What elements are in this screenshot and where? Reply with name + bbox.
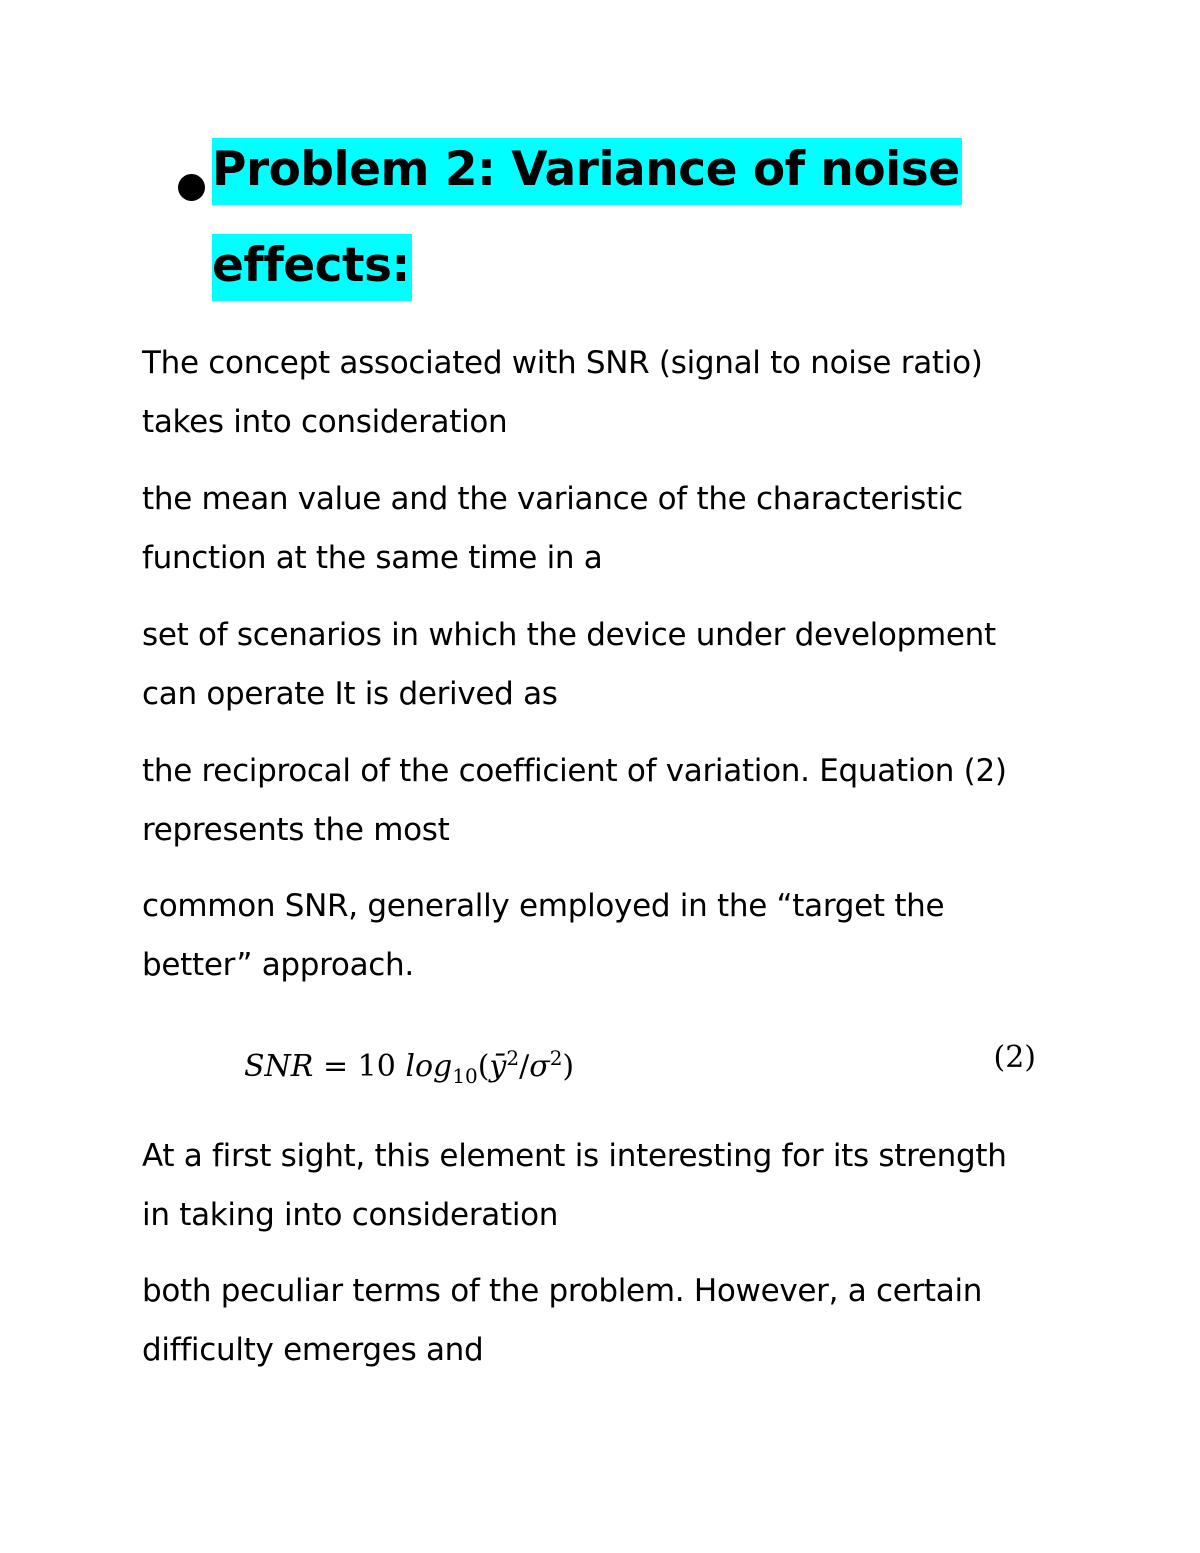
eq-slash: / (519, 1049, 530, 1084)
equation-number: (2) (993, 1040, 1036, 1075)
heading-text (212, 138, 962, 293)
equation-expression (244, 1030, 574, 1104)
eq-denominator-exp: 2 (549, 1046, 563, 1070)
eq-function: log (405, 1049, 453, 1084)
paragraph-line: can operate It is derived as (142, 676, 558, 712)
snr-equation (244, 1030, 1044, 1086)
eq-subscript: 10 (452, 1064, 478, 1088)
paragraph-line: in taking into consideration (142, 1197, 559, 1233)
paragraph-line: At a first sight, this element is interesting for its strength (142, 1138, 1007, 1174)
paragraph-line: function at the same time in a (142, 540, 603, 576)
eq-denominator-var: σ (529, 1049, 550, 1084)
paragraph-line: difficulty emerges and (142, 1332, 484, 1368)
paragraph-1 (142, 334, 1082, 452)
bullet-icon (178, 174, 205, 201)
paragraph-6 (142, 1127, 1082, 1245)
eq-numerator-var: ȳ (489, 1049, 507, 1084)
paragraph-2 (142, 470, 1082, 588)
paragraph-line: The concept associated with SNR (signal to noise ratio) (142, 345, 983, 381)
paragraph-line: both peculiar terms of the problem. However, a certain (142, 1273, 983, 1309)
paragraph-line: common SNR, generally employed in the “target the (142, 888, 945, 924)
paragraph-line: the mean value and the variance of the characteristic (142, 481, 963, 517)
paragraph-3 (142, 606, 1082, 724)
heading-line-1: Problem 2: Variance of noise (212, 138, 962, 205)
paragraph-line: set of scenarios in which the device under development (142, 617, 996, 653)
paragraph-line: the reciprocal of the coefficient of variation. Equation (2) (142, 753, 1007, 789)
paragraph-line: takes into consideration (142, 404, 508, 440)
paragraph-7 (142, 1262, 1082, 1380)
paragraph-line: represents the most (142, 812, 450, 848)
paragraph-5 (142, 877, 1082, 995)
heading-line-2: effects: (212, 234, 412, 301)
eq-lhs: SNR (244, 1049, 314, 1084)
eq-close-paren: ) (562, 1049, 575, 1084)
eq-equals: = (322, 1049, 349, 1084)
eq-numerator-exp: 2 (506, 1046, 520, 1070)
eq-coefficient: 10 (357, 1049, 396, 1084)
paragraph-line: better” approach. (142, 947, 414, 983)
eq-open-paren: ( (477, 1049, 490, 1084)
paragraph-4 (142, 742, 1082, 860)
